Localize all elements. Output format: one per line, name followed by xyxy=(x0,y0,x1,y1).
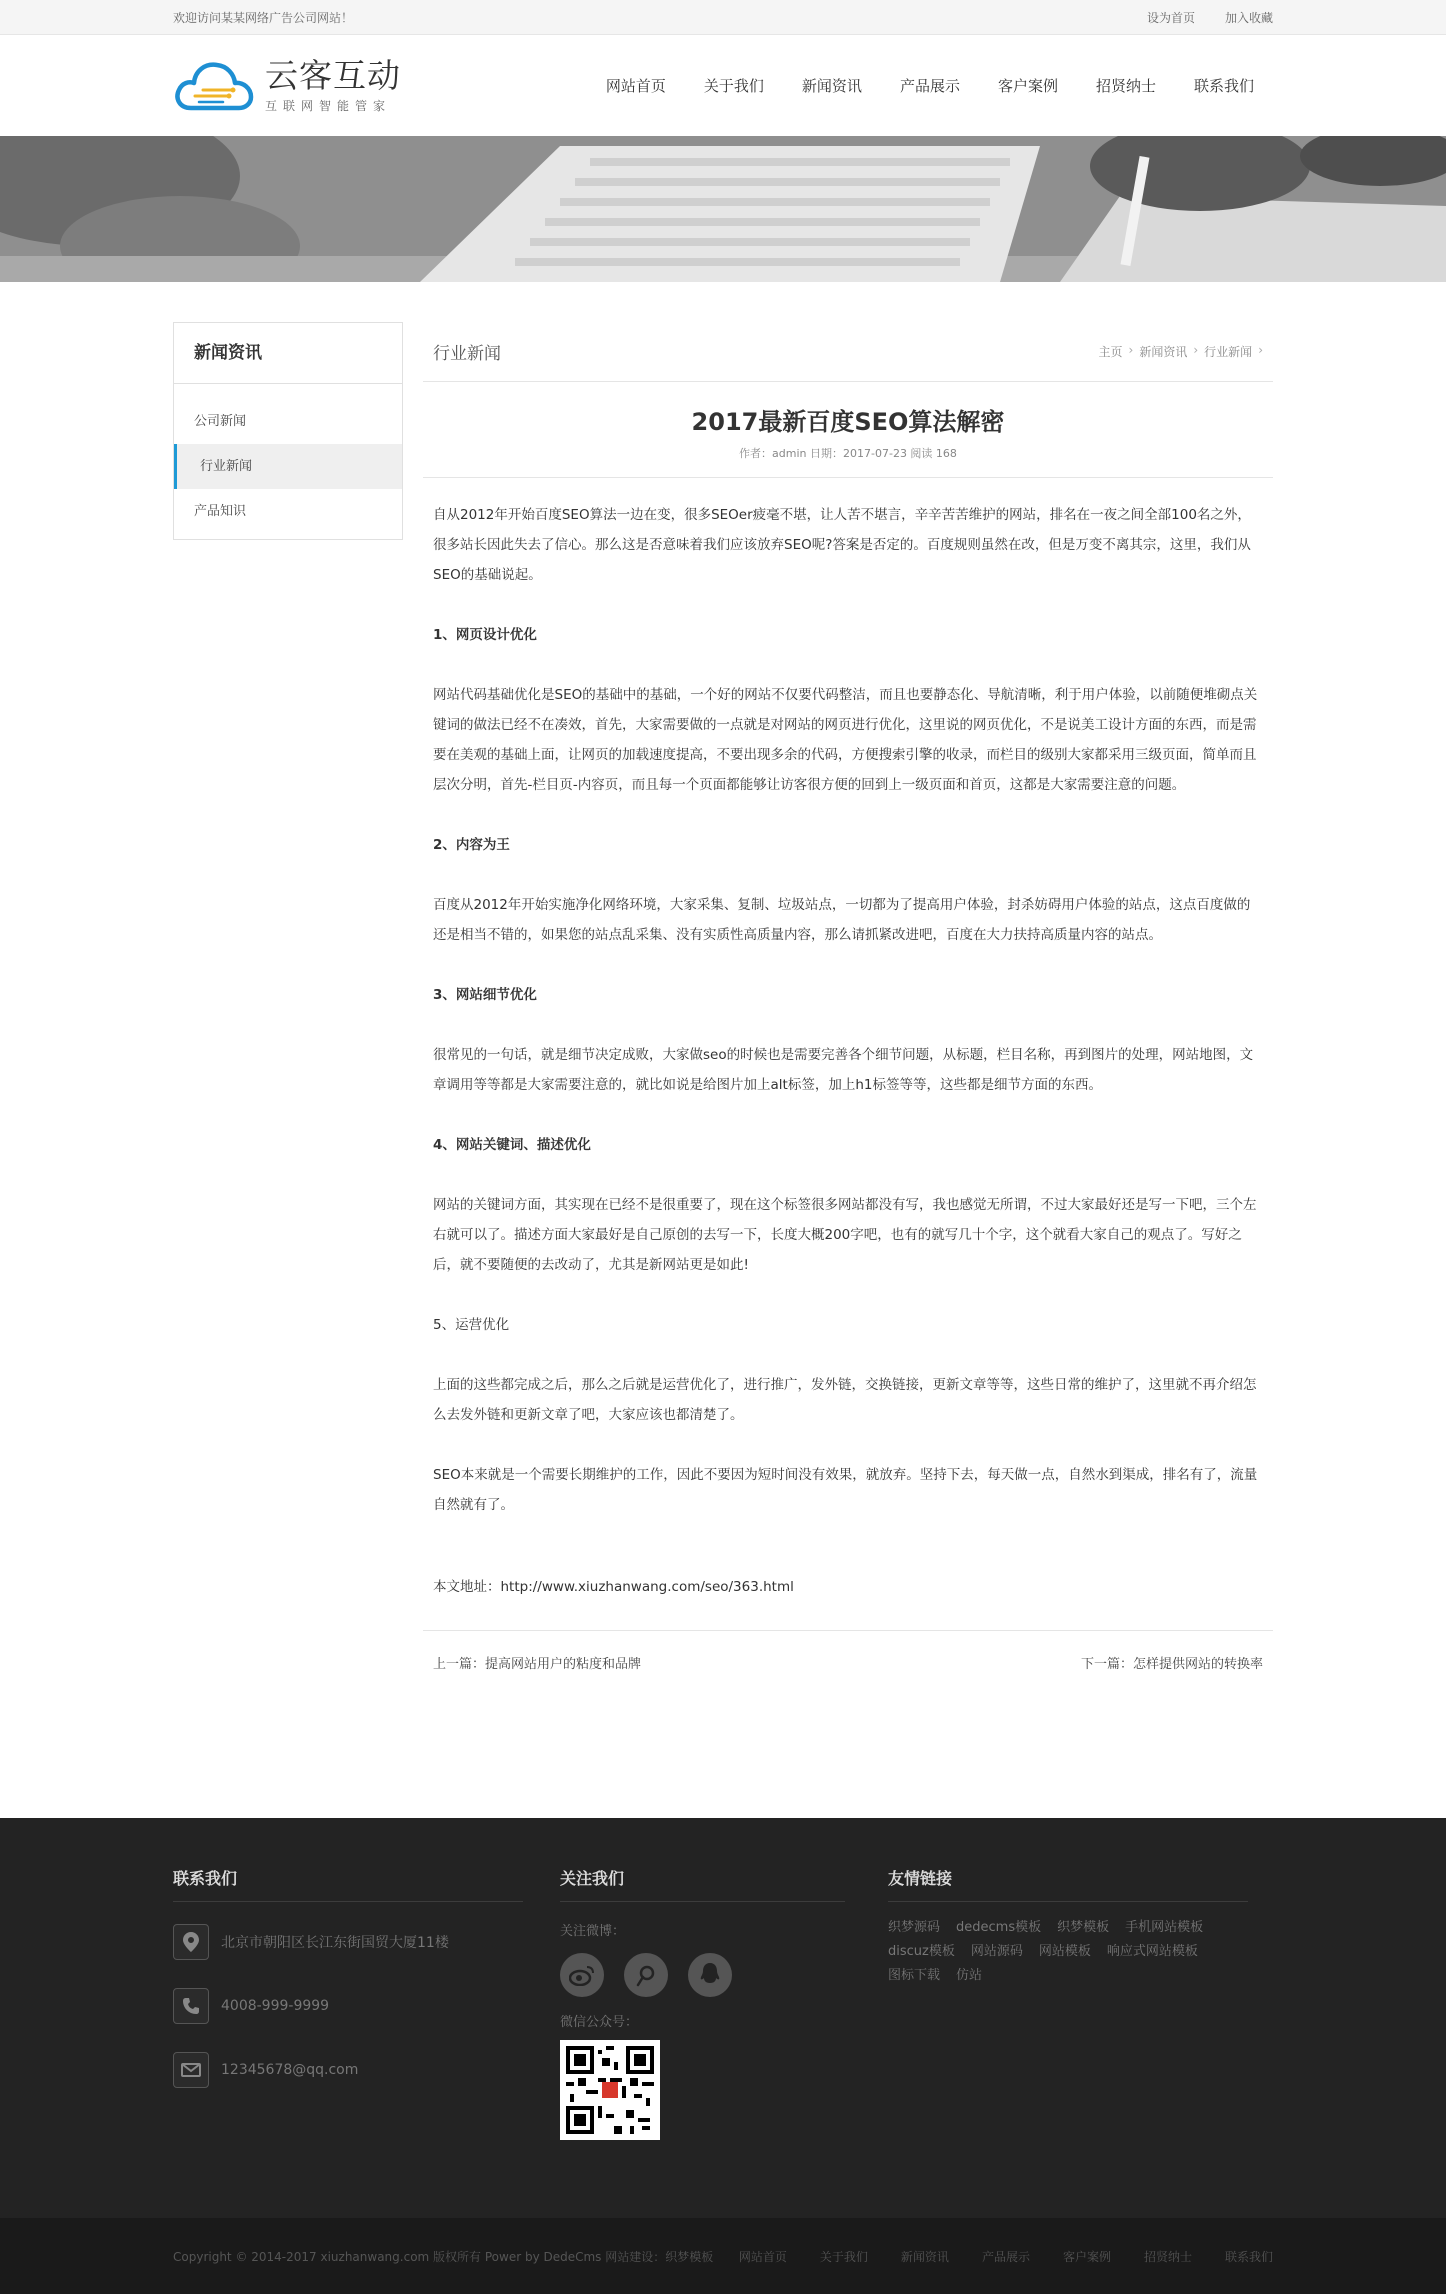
article-paragraph: 网站代码基础优化是SEO的基础中的基础，一个好的网站不仅要代码整洁，而且也要静态化、导航清晰，利于用户体验，以前随便堆砌点关键词的做法已经不在凑效，首先，大家需要做的一点就是对网站的网页进行优化，这里说的网页优化，不是说美工设计方面的东西，而是需要在美观的基础上面，让网页的加载速度提高，不要出现多余的代码，方便搜索引擎的收录，而栏目的级别大家都采用三级页面，简单而且层次分明，首先-栏目页-内容页，而且每一个页面都能够让访客很方便的回到上一级页面和首页，这都是大家需要注意的问题。 xyxy=(433,687,1258,793)
article-heading: 3、网站细节优化 xyxy=(433,987,537,1003)
banner-photo xyxy=(0,136,1446,282)
category-title: 行业新闻 xyxy=(433,344,501,364)
breadcrumb-industry[interactable]: 行业新闻 xyxy=(1204,345,1253,359)
footer-nav-jobs[interactable]: 招贤纳士 xyxy=(1143,2249,1192,2264)
footer-links-title: 友情链接 xyxy=(888,1866,1248,1902)
friend-link[interactable]: 织梦源码 xyxy=(888,1920,941,1935)
add-favorite-link[interactable]: 加入收藏 xyxy=(1224,11,1273,25)
friend-links xyxy=(888,1920,1248,1984)
footer-contact xyxy=(173,1866,560,2140)
article-heading: 2、内容为王 xyxy=(433,837,510,853)
friend-link[interactable]: dedecms模板 xyxy=(956,1920,1042,1935)
map-pin-icon xyxy=(173,1924,209,1960)
top-links xyxy=(1147,9,1273,26)
article-paragraph: 百度从2012年开始实施净化网络环境，大家采集、复制、垃圾站点，一切都为了提高用户体验，封杀妨碍用户体验的站点，这点百度做的还是相当不错的，如果您的站点乱采集、没有实质性高质量内容，那么请抓紧改进吧，百度在大力扶持高质量内容的站点。 xyxy=(433,897,1251,943)
nav-jobs[interactable]: 招贤纳士 xyxy=(1095,77,1156,95)
nav-products[interactable]: 产品展示 xyxy=(899,77,960,95)
nav-cases[interactable]: 客户案例 xyxy=(997,77,1058,95)
sidebar-title: 新闻资讯 xyxy=(174,323,402,384)
footer-follow-title: 关注我们 xyxy=(560,1866,845,1902)
qq-icon[interactable] xyxy=(688,1953,732,1997)
next-article-link[interactable]: 下一篇：怎样提供网站的转换率 xyxy=(1080,1657,1263,1672)
article-paragraph: SEO本来就是一个需要长期维护的工作，因此不要因为短时间没有效果，就放弃。坚持下去，每天做一点，自然水到渠成，排名有了，流量自然就有了。 xyxy=(433,1467,1258,1513)
weibo-icon[interactable] xyxy=(560,1953,604,1997)
sidebar-list xyxy=(174,384,402,534)
article-body xyxy=(423,478,1273,1602)
article-heading: 5、运营优化 xyxy=(433,1317,510,1333)
phone-text: 4008-999-9999 xyxy=(221,1998,330,2014)
wechat-label: 微信公众号： xyxy=(560,2015,639,2030)
sidebar-item-product-knowledge[interactable]: 产品知识 xyxy=(194,504,247,519)
article-paragraph: 自从2012年开始百度SEO算法一边在变，很多SEOer疲毫不堪，让人苦不堪言，辛辛苦苦维护的网站，排名在一夜之间全部100名之外，很多站长因此失去了信心。那么这是否意味着我们应该放弃SEO呢?答案是否定的。百度规则虽然在改，但是万变不离其宗，这里，我们从SEO的基础说起。 xyxy=(433,507,1251,583)
breadcrumb-news[interactable]: 新闻资讯 xyxy=(1139,345,1188,359)
sidebar-item-industry-news[interactable]: 行业新闻 xyxy=(174,444,402,489)
site-footer xyxy=(0,1818,1446,2218)
nav-news[interactable]: 新闻资讯 xyxy=(801,77,862,95)
main-nav xyxy=(587,75,1273,96)
article-url: 本文地址：http://www.xiuzhanwang.com/seo/363.html xyxy=(433,1579,794,1595)
contact-address xyxy=(173,1924,560,1960)
footer-links xyxy=(888,1866,1273,2140)
weibo-label: 关注微博： xyxy=(560,1924,626,1939)
friend-link[interactable]: 仿站 xyxy=(956,1968,983,1983)
footer-follow xyxy=(560,1866,888,2140)
phone-icon xyxy=(173,1988,209,2024)
article-title: 2017最新百度SEO算法解密 xyxy=(691,408,1005,436)
footer-bottom-bar xyxy=(0,2218,1446,2294)
footer-nav-contact[interactable]: 联系我们 xyxy=(1224,2249,1273,2264)
article-content xyxy=(423,322,1273,1694)
chevron-right-icon: › xyxy=(1258,343,1263,357)
sidebar xyxy=(173,322,403,540)
chevron-right-icon: › xyxy=(1128,343,1134,357)
tencent-weibo-icon[interactable] xyxy=(624,1953,668,1997)
footer-nav-cases[interactable]: 客户案例 xyxy=(1062,2249,1111,2264)
logo[interactable] xyxy=(173,57,401,114)
email-text: 12345678@qq.com xyxy=(221,2062,359,2078)
footer-contact-title: 联系我们 xyxy=(173,1866,523,1902)
logo-slogan: 互联网智能管家 xyxy=(265,99,392,113)
chevron-right-icon: › xyxy=(1193,343,1199,357)
contact-email xyxy=(173,2052,560,2088)
main-area xyxy=(173,322,1273,1694)
nav-contact[interactable]: 联系我们 xyxy=(1193,77,1254,95)
breadcrumb-home[interactable]: 主页 xyxy=(1098,345,1123,359)
footer-nav-about[interactable]: 关于我们 xyxy=(819,2249,868,2264)
footer-nav xyxy=(739,2248,1273,2265)
article-meta: 作者：admin 日期：2017-07-23 阅读 168 xyxy=(423,445,1273,478)
article-heading: 4、网站关键词、描述优化 xyxy=(433,1137,591,1153)
welcome-text: 欢迎访问某某网络广告公司网站！ xyxy=(173,11,354,25)
wechat-qr-code xyxy=(560,2040,660,2140)
contact-phone xyxy=(173,1988,560,2024)
set-home-link[interactable]: 设为首页 xyxy=(1146,11,1195,25)
top-bar xyxy=(0,0,1446,35)
footer-nav-home[interactable]: 网站首页 xyxy=(738,2249,787,2264)
site-header xyxy=(0,35,1446,136)
nav-home[interactable]: 网站首页 xyxy=(605,77,666,95)
address-text: 北京市朝阳区长江东街国贸大厦11楼 xyxy=(221,1935,449,1951)
article-paragraph: 上面的这些都完成之后，那么之后就是运营优化了，进行推广，发外链，交换链接，更新文章等等，这些日常的维护了，这里就不再介绍怎么去发外链和更新文章了吧，大家应该也都清楚了。 xyxy=(433,1377,1257,1423)
friend-link[interactable]: 网站源码 xyxy=(970,1944,1023,1959)
copyright-text: Copyright © 2014-2017 xiuzhanwang.com 版权所有 Power by DedeCms 网站建设：织梦模板 xyxy=(173,2249,714,2264)
mail-icon xyxy=(173,2052,209,2088)
footer-nav-products[interactable]: 产品展示 xyxy=(981,2249,1030,2264)
cloud-logo-icon xyxy=(173,58,255,114)
article-paragraph: 很常见的一句话，就是细节决定成败，大家做seo的时候也是需要完善各个细节问题，从标题，栏目名称，再到图片的处理，网站地图，文章调用等等都是大家需要注意的，就比如说是给图片加上alt标签，加上h1标签等等，这些都是细节方面的东西。 xyxy=(433,1047,1254,1093)
prev-article-link[interactable]: 上一篇：提高网站用户的粘度和品牌 xyxy=(433,1657,642,1672)
article-heading: 1、网页设计优化 xyxy=(433,627,537,643)
sidebar-item-company-news[interactable]: 公司新闻 xyxy=(194,414,247,429)
logo-name: 云客互动 xyxy=(265,56,401,95)
content-header xyxy=(423,322,1273,382)
friend-link[interactable]: 网站模板 xyxy=(1038,1944,1091,1959)
nav-about[interactable]: 关于我们 xyxy=(703,77,764,95)
article-pagination xyxy=(423,1630,1273,1694)
footer-nav-news[interactable]: 新闻资讯 xyxy=(900,2249,949,2264)
banner-image xyxy=(0,136,1446,282)
friend-link[interactable]: 手机网站模板 xyxy=(1125,1920,1204,1935)
friend-link[interactable]: 织梦模板 xyxy=(1057,1920,1110,1935)
friend-link[interactable]: 图标下载 xyxy=(888,1968,941,1983)
article-paragraph: 网站的关键词方面，其实现在已经不是很重要了，现在这个标签很多网站都没有写，我也感觉无所谓，不过大家最好还是写一下吧，三个左右就可以了。描述方面大家最好是自己原创的去写一下，长度大概200字吧，也有的就写几十个字，这个就看大家自己的观点了。写好之后，就不要随便的去改动了，尤其是新网站更是如此! xyxy=(433,1197,1257,1273)
friend-link[interactable]: discuz模板 xyxy=(888,1944,955,1959)
friend-link[interactable]: 响应式网站模板 xyxy=(1106,1944,1198,1959)
breadcrumb xyxy=(1099,343,1263,360)
social-icons xyxy=(560,1953,888,1997)
